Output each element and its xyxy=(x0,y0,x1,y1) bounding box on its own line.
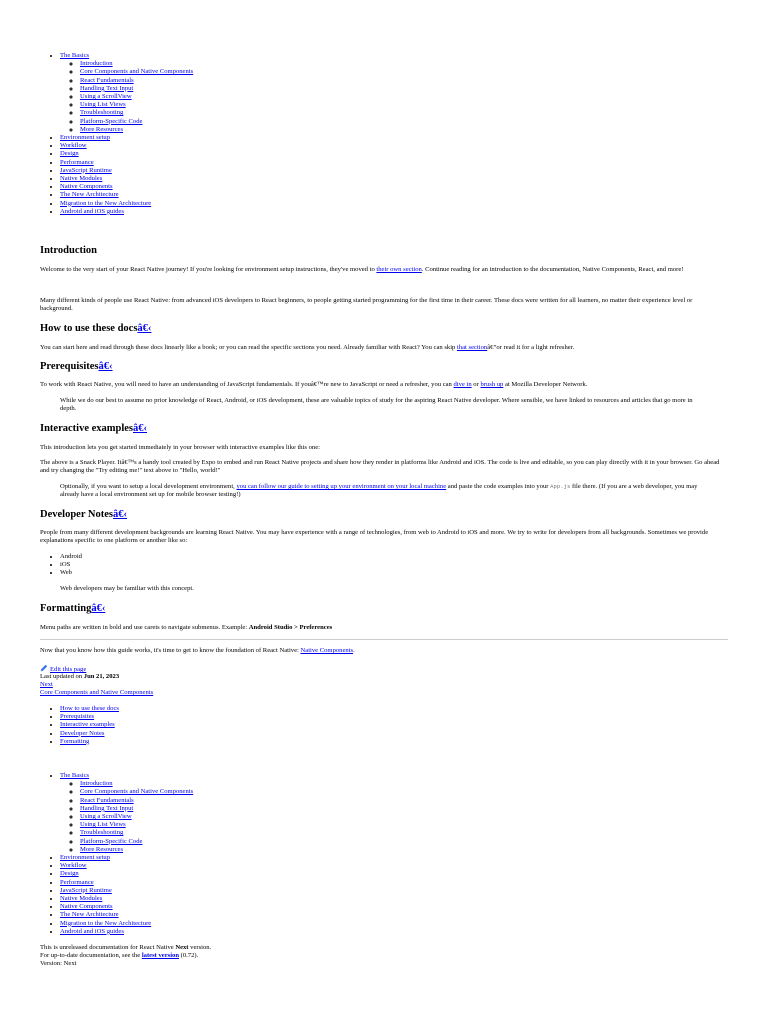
sidebar-link-javascript-runtime[interactable]: JavaScript Runtime xyxy=(60,166,112,174)
sidebar-sublist-the-basics xyxy=(60,60,193,134)
version-label: Version: Next xyxy=(40,960,77,968)
sidebar-subitem xyxy=(80,109,193,117)
sidebar-item xyxy=(60,911,193,919)
version-banner xyxy=(40,944,720,969)
sidebar-item xyxy=(60,175,193,183)
prereq-title: Prerequisitesâ€‹ xyxy=(40,361,113,372)
native-components-link[interactable]: Native Components xyxy=(300,647,354,654)
toc-prerequisites[interactable]: Prerequisites xyxy=(60,713,95,721)
sidebar-item xyxy=(60,862,193,870)
sidebar-link-migration-to-the-new-architecture[interactable]: Migration to the New Architecture xyxy=(60,919,152,927)
sidebar-sublink-using-list-views[interactable]: Using List Views xyxy=(80,821,126,829)
interactive-anchor-link[interactable]: â€‹ xyxy=(133,423,148,434)
sidebar-link-android-and-ios-guides[interactable]: Android and iOS guides xyxy=(60,207,124,215)
sidebar-item-the-basics xyxy=(60,52,193,134)
sidebar-item xyxy=(60,895,193,903)
toc-how-to-use[interactable]: How to use these docs xyxy=(60,705,119,712)
sidebar-link-the-new-architecture[interactable]: The New Architecture xyxy=(60,911,119,919)
sidebar-subitem xyxy=(80,797,193,805)
sidebar-link-workflow[interactable]: Workflow xyxy=(60,862,87,870)
devnotes-note: Web developers may be familiar with this concept. xyxy=(60,585,194,592)
sidebar-sublink-using-a-scrollview[interactable]: Using a ScrollView xyxy=(80,813,132,821)
sidebar-sublink-using-a-scrollview[interactable]: Using a ScrollView xyxy=(80,93,132,101)
app-js-code: App.js xyxy=(550,483,571,490)
sidebar-link-the-new-architecture[interactable]: The New Architecture xyxy=(60,191,119,199)
devnotes-title: Developer Notesâ€‹ xyxy=(40,509,127,520)
sidebar-link-performance[interactable]: Performance xyxy=(60,878,94,886)
sidebar-sublink-using-list-views[interactable]: Using List Views xyxy=(80,101,126,109)
sidebar-link-the-basics[interactable]: The Basics xyxy=(60,772,90,779)
sidebar-sublink-more-resources[interactable]: More Resources xyxy=(80,125,124,133)
sidebar-link-native-modules[interactable]: Native Modules xyxy=(60,175,103,183)
sidebar-item-the-basics xyxy=(60,772,193,854)
dive-in-link[interactable]: dive in xyxy=(453,381,472,388)
sidebar-subitem xyxy=(80,126,193,134)
local-setup-guide-link[interactable]: you can follow our guide to setting up your environment on your local machine xyxy=(236,483,447,490)
interactive-paragraph-2: The above is a Snack Player. Itâ€™s a handy tool created by Expo to embed and run React Native projects and share how they render in platforms like Android and iOS. The code is live and editable, so you can play directly with it in your browser. Go ahead and try changing the "Try editing me!" text above to "Hello, world!" xyxy=(40,459,720,475)
intro-paragraph-2: Many different kinds of people use React Native: from advanced iOS developers to React beginners, to people getting started programming for the first time in their career. These docs were written for all learners, no matter their experience level or background. xyxy=(40,297,693,313)
sidebar-subitem xyxy=(80,846,193,854)
table-of-contents xyxy=(40,705,119,746)
sidebar-sublink-core-components-and-native-components[interactable]: Core Components and Native Components xyxy=(80,788,194,796)
latest-version-link[interactable]: latest version xyxy=(141,952,179,960)
sidebar-link-android-and-ios-guides[interactable]: Android and iOS guides xyxy=(60,927,124,935)
sidebar-link-native-components[interactable]: Native Components xyxy=(60,183,113,191)
that-section-link[interactable]: that section xyxy=(457,344,488,351)
last-updated-date: Jun 21, 2023 xyxy=(83,673,120,680)
formatting-paragraph: Menu paths are written in bold and use carets to navigate submenus. Example: Android Studio > Preferences xyxy=(40,624,333,631)
sidebar-item xyxy=(60,928,193,936)
platform-android[interactable]: • Android xyxy=(60,553,82,561)
sidebar-link-workflow[interactable]: Workflow xyxy=(60,142,87,150)
sidebar-subitem xyxy=(80,85,193,93)
sidebar-sublink-platform-specific-code[interactable]: Platform-Specific Code xyxy=(80,837,143,845)
next-label-link[interactable]: Next xyxy=(40,681,53,688)
sidebar-item xyxy=(60,854,193,862)
prereq-paragraph: To work with React Native, you will need to have an understanding of JavaScript fundamentals. If youâ€™re new to JavaScript or need a refresher, you can dive in or brush up at Mozilla Developer Network. xyxy=(40,381,588,388)
sidebar-subitem xyxy=(80,805,193,813)
sidebar-nav-top xyxy=(40,52,193,216)
sidebar-item xyxy=(60,887,193,895)
interactive-paragraph-1: This introduction lets you get started immediately in your browser with interactive examples like this one: xyxy=(40,444,320,451)
their-own-section-link[interactable]: their own section xyxy=(376,266,422,273)
version-line-2: For up-to-date documentation, see the latest version (0.72). xyxy=(40,952,199,960)
sidebar-link-performance[interactable]: Performance xyxy=(60,158,94,166)
sidebar-subitem xyxy=(80,829,193,837)
sidebar-item xyxy=(60,208,193,216)
devnotes-paragraph: People from many different development backgrounds are learning React Native. You may have experience with a range of technologies, from web to Android to iOS and more. We try to write for developers from all backgrounds. Sometimes we provide explanations specific to one platform or another like so: xyxy=(40,529,709,545)
sidebar-item xyxy=(60,142,193,150)
sidebar-link-design[interactable]: Design xyxy=(60,150,79,158)
sidebar-sublink-platform-specific-code[interactable]: Platform-Specific Code xyxy=(80,117,143,125)
sidebar-item xyxy=(60,920,193,928)
sidebar-link-javascript-runtime[interactable]: JavaScript Runtime xyxy=(60,886,112,894)
sidebar-subitem xyxy=(80,101,193,109)
version-line-1: This is unreleased documentation for React Native Next version. xyxy=(40,944,212,951)
sidebar-subitem xyxy=(80,838,193,846)
toc-interactive-examples[interactable]: Interactive examples xyxy=(60,721,115,729)
sidebar-sublink-react-fundamentals[interactable]: React Fundamentals xyxy=(80,796,134,804)
sidebar-nav-bottom xyxy=(40,772,193,936)
sidebar-item xyxy=(60,150,193,158)
toc-formatting[interactable]: Formatting xyxy=(60,737,90,745)
divider xyxy=(40,639,728,640)
howto-anchor-link[interactable]: â€‹ xyxy=(137,323,152,334)
sidebar-subitem xyxy=(80,788,193,796)
interactive-title: Interactive examplesâ€‹ xyxy=(40,423,148,434)
sidebar-subitem xyxy=(80,60,193,68)
sidebar-item xyxy=(60,903,193,911)
sidebar-sublink-handling-text-input[interactable]: Handling Text Input xyxy=(80,84,134,92)
prereq-anchor-link[interactable]: â€‹ xyxy=(98,361,113,372)
sidebar-item xyxy=(60,870,193,878)
intro-title: Introduction xyxy=(40,245,97,256)
platform-tabs xyxy=(40,553,82,578)
sidebar-subitem xyxy=(80,821,193,829)
next-page-link[interactable]: Core Components and Native Components xyxy=(40,689,154,696)
sidebar-item xyxy=(60,191,193,199)
sidebar-subitem xyxy=(80,68,193,76)
sidebar-item xyxy=(60,159,193,167)
sidebar-sublink-react-fundamentals[interactable]: React Fundamentals xyxy=(80,76,134,84)
next-steps-paragraph: Now that you know how this guide works, it's time to get to know the foundation of React Native: Native Components. xyxy=(40,647,355,654)
sidebar-link-native-components[interactable]: Native Components xyxy=(60,903,113,911)
sidebar-sublink-introduction[interactable]: Introduction xyxy=(80,60,113,68)
platform-ios[interactable]: • iOS xyxy=(60,561,82,569)
devnotes-anchor-link[interactable]: â€‹ xyxy=(113,509,127,520)
sidebar-item xyxy=(60,200,193,208)
platform-web[interactable]: • Web xyxy=(60,569,82,577)
sidebar-sublink-introduction[interactable]: Introduction xyxy=(80,780,113,788)
edit-this-page-link[interactable]: Edit this page xyxy=(50,666,87,673)
sidebar-link-environment-setup[interactable]: Environment setup xyxy=(60,854,110,862)
sidebar-sublist-the-basics xyxy=(60,780,193,854)
sidebar-link-design[interactable]: Design xyxy=(60,870,79,878)
sidebar-sublink-core-components-and-native-components[interactable]: Core Components and Native Components xyxy=(80,68,194,76)
toc-developer-notes[interactable]: Developer Notes xyxy=(60,729,105,737)
pencil-icon xyxy=(40,664,48,672)
sidebar-subitem xyxy=(80,118,193,126)
interactive-note: Optionally, if you want to setup a local development environment, you can follow our guide to setting up your environment on your local machine and paste the code examples into your App.js file there. (If you are a web developer, you may already have a local environment set up for mobile browser testing!) xyxy=(60,483,698,499)
sidebar-item xyxy=(60,879,193,887)
sidebar-subitem xyxy=(80,77,193,85)
prereq-note: While we do our best to assume no prior knowledge of React, Android, or iOS development, these are valuable topics of study for the aspiring React Native developer. Where sensible, we have linked to resources and articles that go more in depth. xyxy=(60,397,693,413)
sidebar-subitem xyxy=(80,93,193,101)
sidebar-item xyxy=(60,183,193,191)
sidebar-link-native-modules[interactable]: Native Modules xyxy=(60,895,103,903)
sidebar-link-environment-setup[interactable]: Environment setup xyxy=(60,134,110,142)
sidebar-sublink-troubleshooting[interactable]: Troubleshooting xyxy=(80,829,124,837)
last-updated: Last updated on Jun 21, 2023 xyxy=(40,673,120,680)
sidebar-sublink-more-resources[interactable]: More Resources xyxy=(80,845,124,853)
sidebar-subitem xyxy=(80,780,193,788)
sidebar-item xyxy=(60,134,193,142)
howto-paragraph: You can start here and read through these docs linearly like a book; or you can read the specific sections you need. Already familiar with React? You can skip that sectionâ€”or read it for a light refresher. xyxy=(40,344,575,351)
intro-paragraph-1: Welcome to the very start of your React Native journey! If you're looking for environment setup instructions, they've moved to their own section. Continue reading for an introduction to the documentation, Native Components, React, and more! xyxy=(40,266,684,273)
howto-title: How to use these docsâ€‹ xyxy=(40,323,152,334)
brush-up-link[interactable]: brush up xyxy=(480,381,504,388)
formatting-anchor-link[interactable]: â€‹ xyxy=(91,603,106,614)
sidebar-item xyxy=(60,167,193,175)
sidebar-sublink-troubleshooting[interactable]: Troubleshooting xyxy=(80,109,124,117)
formatting-title: Formattingâ€‹ xyxy=(40,603,106,614)
sidebar-subitem xyxy=(80,813,193,821)
sidebar-link-migration-to-the-new-architecture[interactable]: Migration to the New Architecture xyxy=(60,199,152,207)
sidebar-sublink-handling-text-input[interactable]: Handling Text Input xyxy=(80,804,134,812)
sidebar-link-the-basics[interactable]: The Basics xyxy=(60,52,90,59)
